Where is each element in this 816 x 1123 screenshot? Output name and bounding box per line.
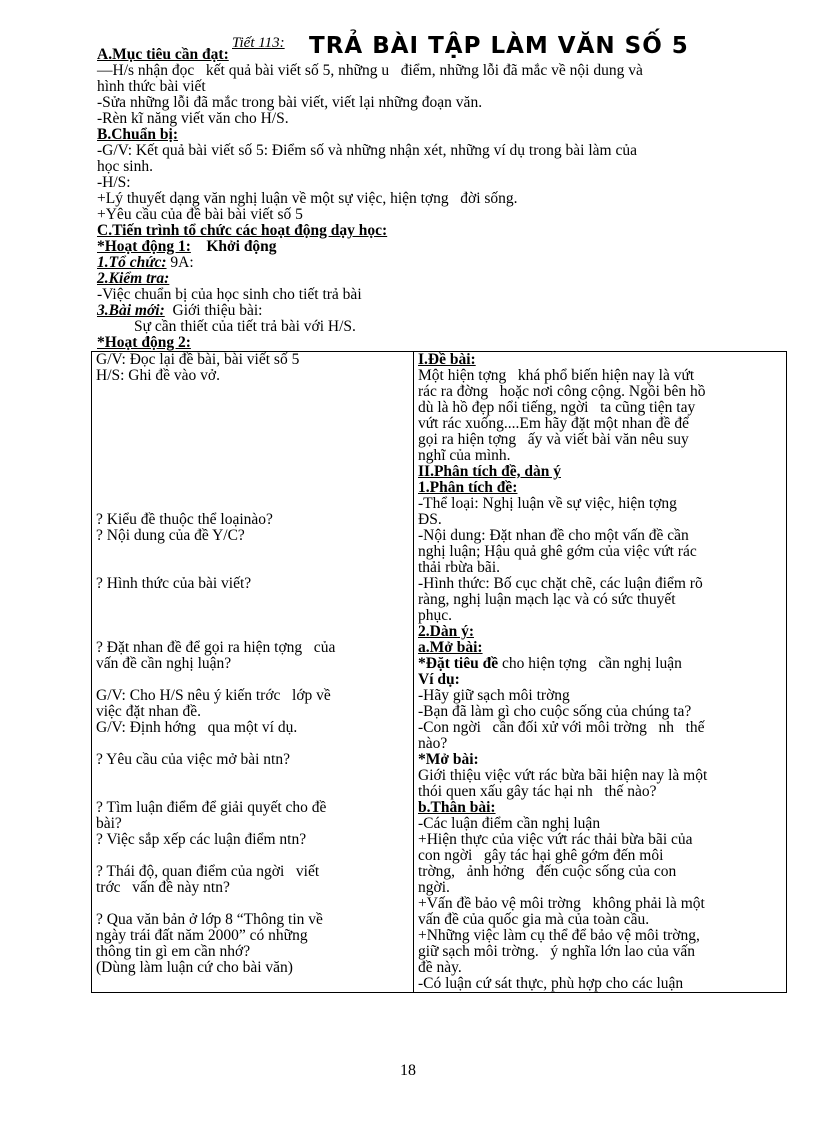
left-cell-line: ? Hình thức của bài viết? xyxy=(96,575,252,592)
text-line: -Sửa những lỗi đã mắc trong bài viết, viết lại những đoạn văn. xyxy=(97,94,483,111)
right-cell-line: con ngời gây tác hại ghê gớm đến môi xyxy=(418,847,664,864)
right-cell-line: ĐS. xyxy=(418,511,442,528)
spacer xyxy=(96,848,409,864)
left-cell-line: ? Kiểu đề thuộc thể loạinào? xyxy=(96,511,273,528)
spacer xyxy=(96,672,409,688)
left-cell-line: ? Đặt nhan đề để gọi ra hiện tợng của xyxy=(96,639,336,656)
section-b-body xyxy=(97,143,787,223)
org-label: 1.Tổ chức: xyxy=(97,254,167,271)
spacer xyxy=(96,416,409,432)
spacer xyxy=(96,608,409,624)
right-cell-line: đề này. xyxy=(418,959,462,976)
right-cell-line: I.Đề bài: xyxy=(418,351,476,368)
left-cell-line: ngày trái đất năm 2000” có những xyxy=(96,927,308,944)
section-a-heading: A.Mục tiêu cần đạt: xyxy=(97,46,229,63)
spacer xyxy=(96,384,409,400)
right-cell-line: +Vấn đề bảo vệ môi trờng không phải là một xyxy=(418,895,705,912)
left-cell-line: ? Nội dung của đề Y/C? xyxy=(96,527,245,544)
text-line: —H/s nhận đọc kết quả bài viết số 5, những u điểm, những lỗi đã mắc về nội dung và xyxy=(97,62,643,79)
right-cell-line: thải rbừa bãi. xyxy=(418,559,500,576)
left-cell-line: ? Thái độ, quan điểm của ngời viết xyxy=(96,863,320,880)
check-label: 2.Kiểm tra: xyxy=(97,270,170,287)
intro-line: Sự cần thiết của tiết trả bài với H/S. xyxy=(134,318,356,335)
right-cell-line: ràng, nghị luận mạch lạc và có sức thuyết xyxy=(418,591,676,608)
left-cell-line: G/V: Đọc lại đề bài, bài viết số 5 xyxy=(96,351,300,368)
right-cell-line: -Hình thức: Bố cục chặt chẽ, các luận điểm rõ xyxy=(418,575,703,592)
left-cell-line: (Dùng làm luận cứ cho bài văn) xyxy=(96,959,293,976)
activity-1 xyxy=(97,239,787,255)
spacer xyxy=(96,544,409,560)
org-line xyxy=(97,255,787,271)
left-cell-line: ? Việc sắp xếp các luận điểm ntn? xyxy=(96,831,307,848)
right-cell-line: vứt rác xuống....Em hãy đặt một nhan đề để xyxy=(418,415,689,432)
new-lesson-line xyxy=(97,303,787,319)
text-line: học sinh. xyxy=(97,158,153,175)
right-cell-line: trờng, ảnh hởng đến cuộc sống của con xyxy=(418,863,677,880)
spacer xyxy=(96,480,409,496)
right-cell-line: nghĩ của mình. xyxy=(418,447,511,464)
right-cell-line: 1.Phân tích đề: xyxy=(418,479,518,496)
left-cell-line: bài? xyxy=(96,815,122,832)
title-row xyxy=(97,33,787,63)
new-lesson-value: Giới thiệu bài: xyxy=(172,302,263,319)
content-column xyxy=(414,352,787,993)
right-cell-line: phục. xyxy=(418,607,453,624)
lesson-number: Tiết 113: xyxy=(232,35,285,51)
right-cell-line: -Hãy giữ sạch môi trờng xyxy=(418,687,570,704)
text-line: -G/V: Kết quả bài viết số 5: Điểm số và những nhận xét, những ví dụ trong bài làm của xyxy=(97,142,637,159)
section-c-heading: C.Tiến trình tổ chức các hoạt động dạy học: xyxy=(97,222,388,239)
lesson-title: TRẢ BÀI TẬP LÀM VĂN SỐ 5 xyxy=(309,33,689,59)
right-cell-line: -Nội dung: Đặt nhan đề cho một vấn đề cần xyxy=(418,527,689,544)
table-row xyxy=(92,352,787,993)
left-cell-line: trớc vấn đề này ntn? xyxy=(96,879,230,896)
right-cell-line: nghị luận; Hậu quả ghê gớm của việc vứt rác xyxy=(418,543,697,560)
spacer xyxy=(96,784,409,800)
org-value: 9A: xyxy=(170,254,194,271)
left-cell-line: G/V: Định hớng qua một ví dụ. xyxy=(96,719,298,736)
lesson-table xyxy=(91,351,787,993)
right-cell-line: a.Mở bài: xyxy=(418,639,483,656)
spacer xyxy=(96,432,409,448)
text-line: -H/S: xyxy=(97,174,131,191)
spacer xyxy=(96,896,409,912)
right-cell-line: thói quen xấu gây tác hại nh thế nào? xyxy=(418,783,657,800)
right-cell-line: +Hiện thực của việc vứt rác thải bừa bãi của xyxy=(418,831,693,848)
spacer xyxy=(96,448,409,464)
right-cell-line: -Có luận cứ sát thực, phù hợp cho các luận xyxy=(418,975,684,992)
left-cell-line: G/V: Cho H/S nêu ý kiến trớc lớp về xyxy=(96,687,331,704)
new-lesson-label: 3.Bài mới: xyxy=(97,302,165,319)
check-value: -Việc chuẩn bị của học sinh cho tiết trả bài xyxy=(97,286,362,303)
right-cell-line: vấn đề của quốc gia mà của toàn cầu. xyxy=(418,911,650,928)
activity-2: *Hoạt động 2: xyxy=(97,334,191,351)
right-cell-line: giữ sạch môi trờng. ý nghĩa lớn lao của vấn xyxy=(418,943,696,960)
spacer xyxy=(96,624,409,640)
spacer xyxy=(96,464,409,480)
text-line: -Rèn kĩ năng viết văn cho H/S. xyxy=(97,110,289,127)
right-cell-line: Một hiện tợng khá phổ biến hiện nay là vứt xyxy=(418,367,695,384)
spacer xyxy=(96,496,409,512)
right-cell-line: ngời. xyxy=(418,879,450,896)
right-cell-line: Giới thiệu việc vứt rác bừa bãi hiện nay là một xyxy=(418,767,708,784)
teacher-student-column xyxy=(92,352,414,993)
spacer xyxy=(96,560,409,576)
right-cell-line: -Thể loại: Nghị luận về sự việc, hiện tợng xyxy=(418,495,677,512)
section-a-body xyxy=(97,63,787,127)
right-cell-line: +Những việc làm cụ thể để bảo vệ môi trờng, xyxy=(418,927,700,944)
right-cell-line: gọi ra hiện tợng ấy và viết bài văn nêu suy xyxy=(418,431,689,448)
left-cell-line: ? Yêu cầu của việc mở bài ntn? xyxy=(96,751,290,768)
right-cell-line: -Bạn đã làm gì cho cuộc sống của chúng ta? xyxy=(418,703,692,720)
spacer xyxy=(96,768,409,784)
activity-1-label: *Hoạt động 1: xyxy=(97,238,191,255)
left-cell-line: ? Tìm luận điểm để giải quyết cho đề xyxy=(96,799,327,816)
right-cell-line: -Con ngời cần đối xử với môi trờng nh thế xyxy=(418,719,705,736)
spacer xyxy=(96,400,409,416)
right-cell-line: dù là hồ đẹp nổi tiếng, ngời ta cũng tiện tay xyxy=(418,399,696,416)
text-line: +Lý thuyết dạng văn nghị luận về một sự việc, hiện tợng đời sống. xyxy=(97,190,518,207)
text-line: +Yêu cầu của đề bài bài viết số 5 xyxy=(97,206,303,223)
right-cell-line: Ví dụ: xyxy=(418,671,460,688)
spacer xyxy=(96,592,409,608)
left-cell-line: H/S: Ghi đề vào vở. xyxy=(96,367,221,384)
spacer xyxy=(96,736,409,752)
right-cell-line: b.Thân bài: xyxy=(418,799,496,816)
right-cell-line: 2.Dàn ý: xyxy=(418,623,474,640)
right-cell-line: nào? xyxy=(418,735,448,752)
right-cell-line: II.Phân tích đề, dàn ý xyxy=(418,463,561,480)
right-cell-line: *Mở bài: xyxy=(418,751,479,768)
lead-rest: cho hiện tợng cần nghị luận xyxy=(498,655,682,672)
page-number: 18 xyxy=(400,1062,416,1079)
right-cell-line xyxy=(418,656,782,672)
bold-lead: *Đặt tiêu đề xyxy=(418,655,499,672)
text-line: hình thức bài viết xyxy=(97,78,206,95)
section-b-heading: B.Chuẩn bị: xyxy=(97,126,178,143)
left-cell-line: thông tin gì em cần nhớ? xyxy=(96,943,251,960)
left-cell-line: ? Qua văn bản ở lớp 8 “Thông tin về xyxy=(96,911,323,928)
right-cell-line: -Các luận điểm cần nghị luận xyxy=(418,815,601,832)
right-cell-line: rác ra đờng hoặc nơi công cộng. Ngồi bên hồ xyxy=(418,383,706,400)
activity-1-name: Khởi động xyxy=(206,238,277,255)
document-page xyxy=(97,33,787,993)
left-cell-line: việc đặt nhan đề. xyxy=(96,703,202,720)
left-cell-line: vấn đề cần nghị luận? xyxy=(96,655,232,672)
